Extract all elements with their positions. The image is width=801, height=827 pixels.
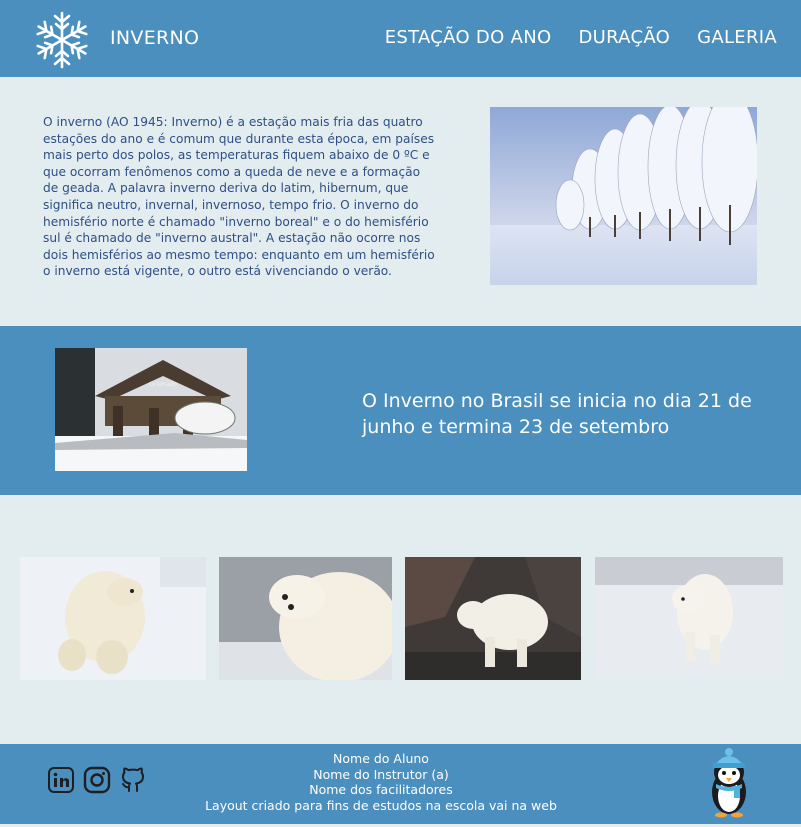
polar-bear-gallery [0,557,801,681]
gallery-photo-bear-rocks[interactable] [405,557,581,680]
gallery-photo-bear-walking[interactable] [595,557,783,680]
main-nav [385,27,777,48]
gallery-photo-bear-closeup[interactable] [219,557,392,680]
snowy-forest-photo [490,107,757,285]
nav-link-estacao[interactable]: ESTAÇÃO DO ANO [384,27,552,48]
snowflake-icon[interactable] [32,10,92,70]
footer-credits [200,751,562,813]
header [0,0,801,77]
github-icon[interactable] [119,766,147,794]
winter-dates-text: O Inverno no Brasil se inicia no dia 21 de junho e termina 23 de setembro [362,390,752,438]
social-links [47,766,147,794]
instructor-name: Nome do Instrutor (a) [313,766,449,782]
instagram-icon[interactable] [83,766,111,794]
penguin-icon [704,748,754,818]
gramado-portal-photo [55,348,247,471]
portal-sign: Gramado [149,381,177,388]
layout-note: Layout criado para fins de estudos na escola vai na web [205,797,557,813]
footer [0,744,801,824]
info-band [0,326,801,495]
facilitators-name: Nome dos facilitadores [309,782,453,798]
linkedin-icon[interactable] [47,766,75,794]
nav-link-duracao[interactable]: DURAÇÃO [578,27,671,48]
site-title[interactable]: INVERNO [110,27,200,49]
nav-link-galeria[interactable]: GALERIA [697,27,777,48]
student-name: Nome do Aluno [333,751,429,766]
gallery-photo-bear-family[interactable] [20,557,206,680]
intro-paragraph: O inverno (AO 1945: Inverno) é a estação mais fria das quatro estações do ano e é comum que durante esta época, em países mais perto dos polos, as temperaturas fiquem abaixo de 0 ºC e que ocorram fenômenos como a queda de neve e a formação de geada. A palavra inverno deriva do latim, hibernum, que significa neutro, invernal, invernoso, tempo frio. O inverno do hemisfério norte é chamado "inverno boreal" e o do hemisfério sul é chamado de "inverno austral". A estação não ocorre nos dois hemisférios ao mesmo tempo: enquanto em um hemisfério o inverno está vigente, o outro está vivenciando o verão. [43,115,435,279]
